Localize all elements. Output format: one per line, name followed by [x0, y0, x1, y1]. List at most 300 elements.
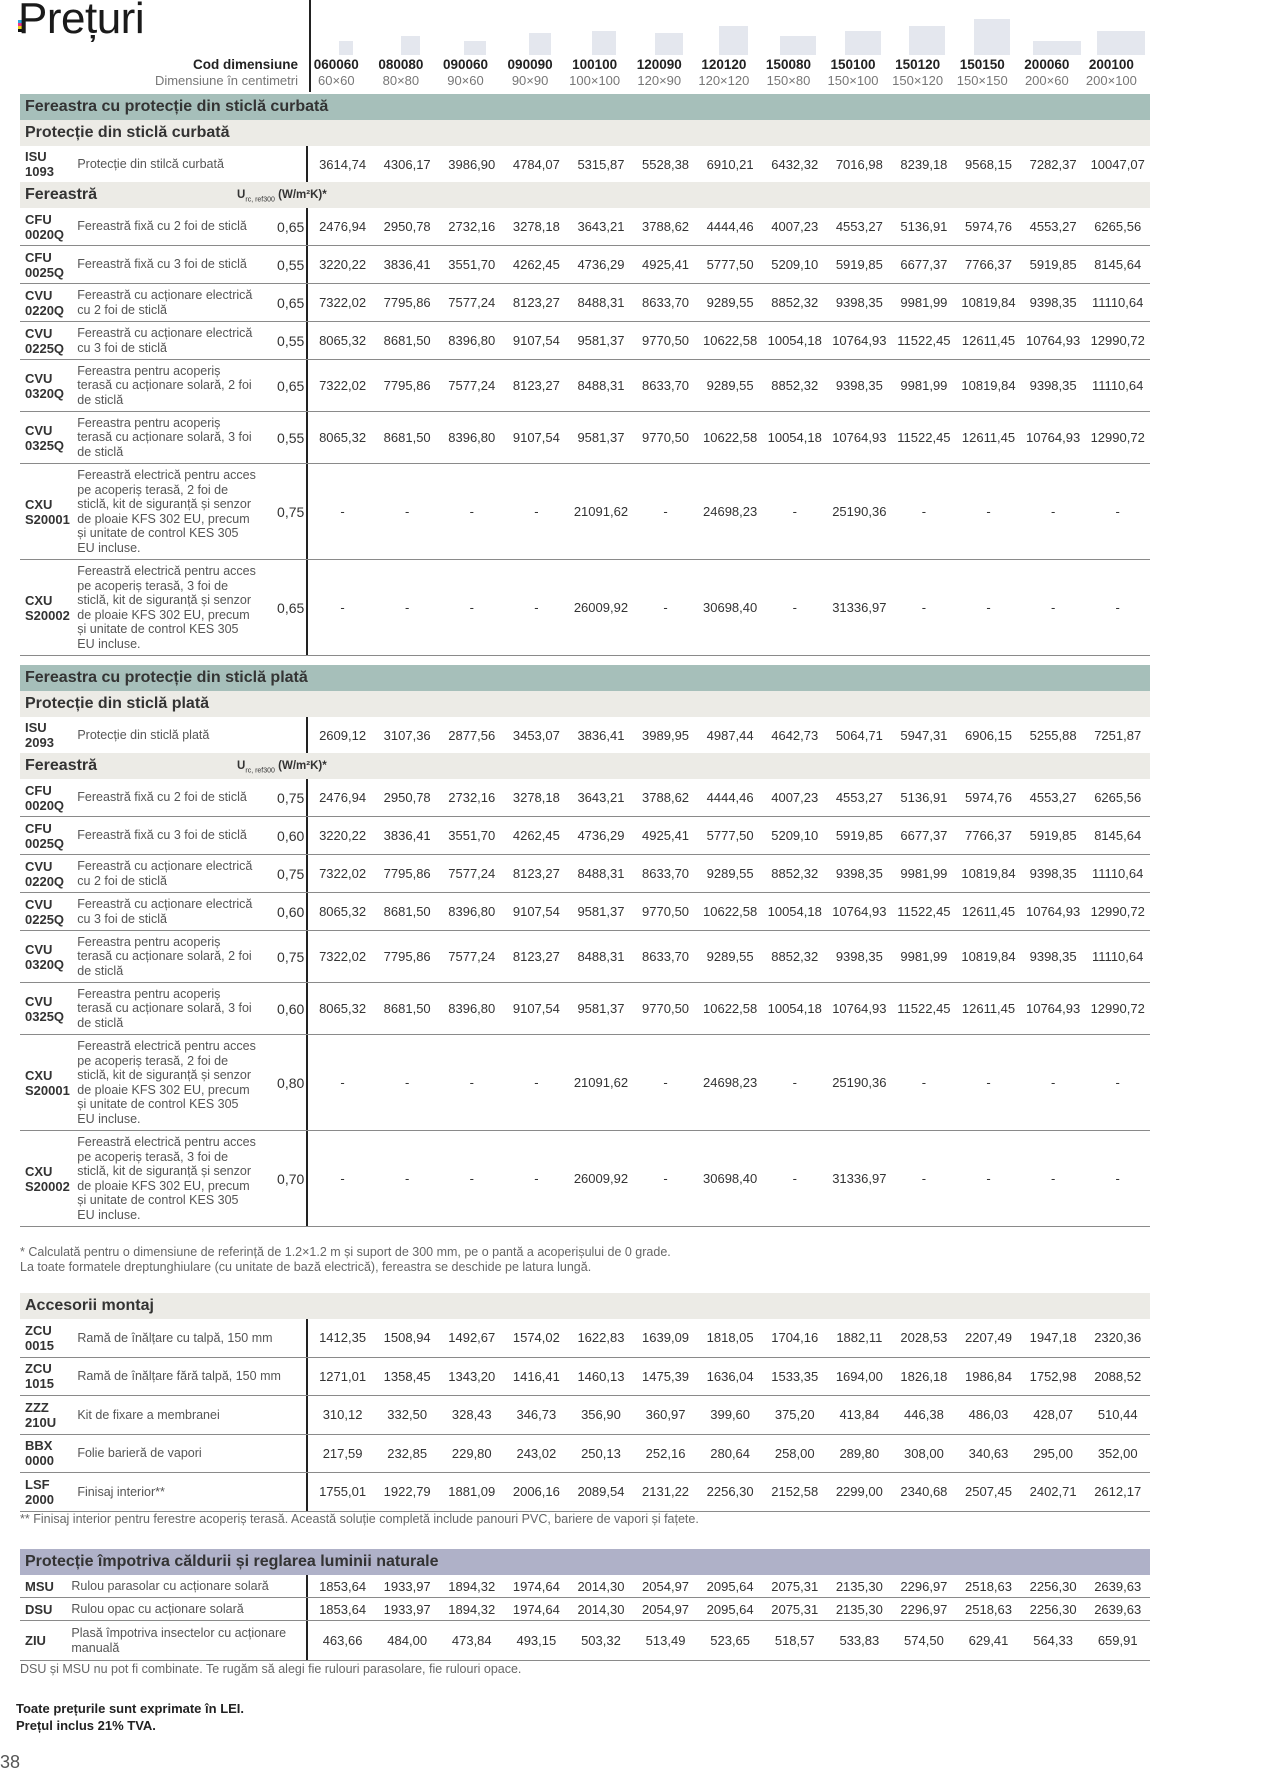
size-code: 150080 — [765, 57, 811, 72]
price-cells — [306, 412, 1150, 463]
price-cells — [306, 560, 1150, 655]
price-cell: 4007,23 — [771, 790, 819, 805]
price-cell: 1826,18 — [900, 1368, 948, 1384]
table-row — [20, 284, 1150, 322]
price-cell: - — [1050, 504, 1056, 519]
table-row — [20, 1396, 1150, 1435]
price-cell: 7577,24 — [448, 949, 496, 964]
price-cell: 9398,35 — [1029, 949, 1077, 964]
size-dimension: 120×90 — [637, 73, 682, 88]
price-cell: 252,16 — [645, 1445, 686, 1461]
price-cell: 2152,58 — [771, 1484, 819, 1500]
table-row — [20, 1358, 1150, 1397]
u-value: 0,80 — [277, 1074, 305, 1091]
price-cell: 10764,93 — [1025, 333, 1081, 348]
price-cell: 8681,50 — [383, 904, 431, 919]
price-cell: 12990,72 — [1090, 904, 1145, 919]
price-cell: 2639,63 — [1094, 1601, 1142, 1617]
table-row — [20, 1319, 1150, 1358]
price-cells — [306, 464, 1150, 559]
table-row — [20, 779, 1150, 817]
price-cell: 10764,93 — [1025, 1001, 1081, 1016]
product-code: ZCU 1015 — [25, 1361, 54, 1392]
u-value: 0,60 — [277, 1000, 305, 1017]
subsection-title-flat-window — [20, 753, 1150, 779]
price-cell: 10054,18 — [767, 333, 822, 348]
price-cell: 11522,45 — [897, 430, 951, 445]
table-row — [20, 246, 1150, 284]
price-cell: 4444,46 — [706, 219, 754, 234]
product-code: CVU 0325Q — [25, 422, 65, 453]
price-cell: 3278,18 — [512, 219, 560, 234]
table-row — [20, 1131, 1150, 1227]
price-cell: 1752,98 — [1029, 1368, 1077, 1384]
price-cell: 10622,58 — [703, 333, 758, 348]
price-cell: 7251,87 — [1094, 727, 1142, 743]
price-cells — [306, 855, 1150, 892]
product-description: Ramă de înălțare fără talpă, 150 mm — [77, 1369, 281, 1383]
table-row — [20, 1473, 1150, 1512]
product-code: CFU 0025Q — [25, 249, 65, 280]
price-cell: 8681,50 — [383, 333, 431, 348]
price-cell: 1933,97 — [383, 1601, 431, 1617]
curved-glass-section — [20, 94, 1150, 656]
price-cell: - — [340, 504, 345, 519]
price-cell: 9581,37 — [577, 1001, 625, 1016]
price-cells — [306, 246, 1150, 283]
price-cell: 7282,37 — [1029, 156, 1077, 172]
dimension-header — [20, 0, 1150, 92]
price-cell: 9107,54 — [512, 1001, 560, 1016]
table-row — [20, 322, 1150, 360]
price-cell: 3614,74 — [319, 156, 367, 172]
price-cell: - — [340, 1075, 345, 1090]
price-cell: 4925,41 — [642, 257, 690, 272]
product-description: Ramă de înălțare cu talpă, 150 mm — [77, 1330, 273, 1345]
price-cell: 3107,36 — [383, 727, 431, 743]
price-cell: 308,00 — [904, 1445, 944, 1461]
size-code: 090090 — [507, 57, 553, 72]
price-cell: 8681,50 — [383, 1001, 431, 1016]
table-row — [20, 560, 1150, 656]
price-cell: 9581,37 — [577, 904, 625, 919]
price-cell: - — [405, 1171, 410, 1186]
price-cell: 486,03 — [968, 1407, 1009, 1423]
price-cell: 1986,84 — [965, 1368, 1013, 1384]
price-cell: 258,00 — [774, 1445, 815, 1461]
price-cell: 8145,64 — [1094, 257, 1142, 272]
product-code: CVU 0220Q — [25, 287, 65, 318]
window-heading: Fereastră — [25, 186, 98, 203]
price-cell: 1271,01 — [319, 1368, 367, 1384]
product-code: CVU 0320Q — [25, 370, 65, 401]
product-code: MSU — [25, 1578, 54, 1594]
price-cell: 1460,13 — [577, 1368, 625, 1384]
price-cell: 8396,80 — [448, 904, 496, 919]
product-description: Rulou opac cu acționare solară — [71, 1601, 244, 1616]
price-cell: - — [405, 504, 410, 519]
product-description: Fereastră cu acționare electrică cu 2 foi de sticlă — [77, 859, 253, 888]
price-cell: 4553,27 — [835, 219, 883, 234]
price-cell: 8396,80 — [448, 430, 496, 445]
price-cell: 8396,80 — [448, 333, 496, 348]
price-cell: 1894,32 — [448, 1578, 496, 1594]
price-cell: 2006,16 — [512, 1484, 560, 1500]
price-cells — [306, 1435, 1150, 1473]
price-cell: - — [1115, 504, 1120, 519]
price-cell: - — [405, 1075, 410, 1090]
price-cell: 11110,64 — [1092, 866, 1144, 881]
size-dimension: 200×60 — [1024, 73, 1069, 88]
price-cell: 328,43 — [451, 1407, 492, 1423]
u-value: 0,75 — [277, 948, 305, 965]
price-cell: - — [1115, 1075, 1120, 1090]
price-cell: 564,33 — [1033, 1633, 1073, 1648]
price-cell: 7577,24 — [448, 295, 496, 310]
price-cell: 4642,73 — [771, 727, 819, 743]
size-dimension: 90×60 — [447, 73, 484, 88]
product-code: CVU 0325Q — [25, 993, 65, 1024]
price-cell: 2299,00 — [835, 1484, 883, 1500]
price-cell: 8633,70 — [642, 949, 690, 964]
price-cell: 1492,67 — [448, 1330, 496, 1346]
price-cell: 6432,32 — [771, 156, 819, 172]
price-cell: 346,73 — [516, 1407, 557, 1423]
price-cell: 8065,32 — [319, 333, 367, 348]
price-cell: 7577,24 — [448, 866, 496, 881]
footnote-blinds: DSU și MSU nu pot fi combinate. Te rugăm să alegi fie rulouri parasolare, fie rulouri opace. — [20, 1662, 522, 1676]
price-cell: 5255,88 — [1029, 727, 1077, 743]
price-cells — [306, 1621, 1150, 1660]
size-dimension: 150×100 — [827, 73, 879, 88]
price-cell: 510,44 — [1097, 1407, 1138, 1423]
price-cell: 10819,84 — [961, 295, 1016, 310]
price-cell: 1933,97 — [383, 1578, 431, 1594]
price-cell: 8123,27 — [512, 295, 560, 310]
price-cell: 3220,22 — [319, 828, 367, 843]
price-cell: 8396,80 — [448, 1001, 496, 1016]
u-value: 0,65 — [277, 377, 305, 394]
price-cell: 4736,29 — [577, 257, 625, 272]
table-row — [20, 1575, 1150, 1598]
price-cell: 2131,22 — [642, 1484, 690, 1500]
price-cell: 4987,44 — [706, 727, 754, 743]
u-value: 0,75 — [277, 503, 305, 520]
price-cell: 30698,40 — [703, 600, 758, 615]
price-cell: 9289,55 — [706, 378, 754, 393]
price-cell: 2088,52 — [1094, 1368, 1142, 1384]
price-cell: 2256,30 — [706, 1484, 754, 1500]
price-cell: 5919,85 — [835, 257, 883, 272]
price-cells — [306, 322, 1150, 359]
price-cell: 9770,50 — [642, 430, 690, 445]
size-dimension: 200×100 — [1085, 73, 1137, 88]
price-cell: - — [663, 1171, 668, 1186]
price-cell: 7016,98 — [835, 156, 883, 172]
product-description: Fereastra pentru acoperiș terasă cu acționare solară, 3 foi de sticlă — [77, 986, 252, 1030]
size-code: 080080 — [378, 57, 424, 72]
price-cell: 473,84 — [451, 1633, 492, 1648]
price-cell: 4925,41 — [642, 828, 690, 843]
price-cell: 1922,79 — [383, 1484, 431, 1500]
price-cell: 8633,70 — [642, 378, 690, 393]
price-cell: 8488,31 — [577, 295, 625, 310]
price-cell: 2732,16 — [448, 790, 496, 805]
price-cell: 9398,35 — [1029, 295, 1077, 310]
price-cell: 1974,64 — [512, 1601, 560, 1617]
table-row — [20, 208, 1150, 246]
u-value: 0,55 — [277, 256, 305, 273]
price-cell: 1475,39 — [642, 1368, 690, 1384]
product-description: Fereastră fixă cu 3 foi de sticlă — [77, 828, 247, 843]
price-cell: - — [921, 1171, 927, 1186]
price-cell: 1694,00 — [835, 1368, 883, 1384]
price-cell: 9398,35 — [1029, 378, 1077, 393]
product-description: Fereastră cu acționare electrică cu 2 foi de sticlă — [77, 288, 253, 317]
size-dimension: 60×60 — [318, 73, 355, 88]
price-cell: 10764,93 — [832, 1001, 887, 1016]
price-cell: 3986,90 — [448, 156, 496, 172]
price-cell: - — [663, 1075, 668, 1090]
price-cell: 2732,16 — [448, 219, 496, 234]
table-row — [20, 1598, 1150, 1621]
window-heading: Fereastră — [25, 757, 98, 774]
price-cell: 8852,32 — [771, 866, 819, 881]
price-cell: 2950,78 — [383, 219, 431, 234]
price-cell: 26009,92 — [573, 1171, 629, 1186]
price-cell: 1881,09 — [448, 1484, 496, 1500]
price-cell: 9568,15 — [965, 156, 1013, 172]
price-cell: - — [469, 1171, 474, 1186]
price-cell: 1894,32 — [448, 1601, 496, 1617]
table-row — [20, 1435, 1150, 1474]
price-cell: 8145,64 — [1094, 828, 1142, 843]
price-cell: 3836,41 — [383, 828, 431, 843]
price-cell: 5315,87 — [577, 156, 625, 172]
price-cells — [306, 1035, 1150, 1130]
price-cell: 25190,36 — [832, 1075, 887, 1090]
price-cell: 6265,56 — [1094, 790, 1142, 805]
price-cell: 232,85 — [387, 1445, 428, 1461]
price-cell: 9581,37 — [577, 333, 625, 348]
price-cell: 1947,18 — [1029, 1330, 1077, 1346]
price-cell: 2207,49 — [965, 1330, 1013, 1346]
price-cell: 10054,18 — [767, 430, 822, 445]
product-description: Fereastră electrică pentru acces pe acoperiș terasă, 2 foi de sticlă, kit de siguranță și senzor de ploaie KFS 302 EU, precum și unitate de control KES 305 EU incluse. — [77, 468, 256, 555]
price-cell: 1343,20 — [448, 1368, 496, 1384]
size-code: 120120 — [701, 57, 747, 72]
price-cell: 3551,70 — [448, 828, 496, 843]
product-description: Fereastra pentru acoperiș terasă cu acționare solară, 3 foi de sticlă — [77, 415, 252, 459]
price-cell: 2075,31 — [771, 1601, 819, 1617]
price-cell: 1358,45 — [383, 1368, 431, 1384]
price-cell: 3220,22 — [319, 257, 367, 272]
price-cells — [306, 360, 1150, 411]
price-cell: 4306,17 — [383, 156, 431, 172]
product-code: ZIU — [25, 1633, 46, 1648]
price-cell: 10622,58 — [703, 1001, 758, 1016]
price-cell: - — [921, 600, 927, 615]
u-value-header: $U_{rc, ref300}$ (W/m²K)* — [237, 189, 327, 204]
price-cells — [306, 1131, 1150, 1226]
price-cell: 9398,35 — [835, 378, 883, 393]
price-cell: 10047,07 — [1090, 156, 1145, 172]
price-cell: 7766,37 — [965, 828, 1013, 843]
price-cell: 7577,24 — [448, 378, 496, 393]
price-cells — [306, 1575, 1150, 1597]
price-cell: 332,50 — [387, 1407, 428, 1423]
price-cell: 523,65 — [710, 1633, 751, 1648]
u-value-header: $U_{rc, ref300}$ (W/m²K)* — [237, 760, 327, 775]
u-value: 0,75 — [277, 865, 305, 882]
price-cell: 12990,72 — [1090, 430, 1145, 445]
price-cell: 10819,84 — [961, 378, 1016, 393]
price-cell: - — [663, 600, 668, 615]
price-cell: - — [986, 1075, 991, 1090]
price-cell: 11522,45 — [897, 333, 951, 348]
price-cell: 340,63 — [968, 1445, 1009, 1461]
price-cell: 5209,10 — [771, 257, 819, 272]
price-cell: 1882,11 — [836, 1330, 883, 1346]
product-code: ZZZ 210U — [25, 1399, 57, 1430]
price-cell: 31336,97 — [832, 600, 887, 615]
price-cell: 1533,35 — [771, 1368, 819, 1384]
section-title-accessories: Accesorii montaj — [20, 1293, 1150, 1319]
price-cell: 289,80 — [839, 1445, 880, 1461]
price-cell: - — [1050, 1075, 1056, 1090]
price-cell: 2877,56 — [448, 727, 496, 743]
price-cell: 4553,27 — [1029, 219, 1077, 234]
subsection-title-curved-protection: Protecție din sticlă curbată — [20, 120, 1150, 146]
price-cell: 8123,27 — [512, 866, 560, 881]
price-cell: 413,84 — [839, 1407, 880, 1423]
price-cell: 3788,62 — [642, 790, 690, 805]
size-dimension: 120×120 — [698, 73, 750, 88]
price-cell: 428,07 — [1033, 1407, 1073, 1423]
product-description: Protecție din sticlă plată — [77, 727, 210, 742]
size-dimension: 100×100 — [569, 73, 621, 88]
price-cell: 2135,30 — [835, 1578, 883, 1594]
price-cell: 5209,10 — [771, 828, 819, 843]
product-description: Finisaj interior** — [77, 1484, 165, 1499]
price-cell: - — [792, 600, 797, 615]
price-cell: - — [792, 504, 797, 519]
price-cell: 2089,54 — [577, 1484, 625, 1500]
price-cell: 6677,37 — [900, 257, 948, 272]
size-code: 100100 — [572, 57, 618, 72]
product-description: Fereastra pentru acoperiș terasă cu acționare solară, 2 foi de sticlă — [77, 363, 252, 407]
price-cell: 8852,32 — [771, 295, 819, 310]
price-cell: - — [469, 600, 474, 615]
product-code: ISU 1093 — [25, 149, 54, 179]
price-cell: 10764,93 — [832, 333, 887, 348]
price-cell: 4262,45 — [512, 828, 560, 843]
price-cell: 446,38 — [904, 1407, 944, 1423]
product-code: CXU S20001 — [25, 496, 70, 527]
price-cell: 3278,18 — [512, 790, 560, 805]
price-cells — [306, 1598, 1150, 1620]
price-cells — [306, 1358, 1150, 1396]
price-cell: 6677,37 — [900, 828, 948, 843]
table-row — [20, 983, 1150, 1035]
price-cells — [306, 1396, 1150, 1434]
product-description: Fereastră electrică pentru acces pe acoperiș terasă, 3 foi de sticlă, kit de siguranță și senzor de ploaie KFS 302 EU, precum și unitate de control KES 305 EU incluse. — [77, 1135, 256, 1222]
price-cells — [306, 893, 1150, 930]
price-cell: - — [1115, 600, 1120, 615]
u-value: 0,65 — [277, 218, 305, 235]
price-cell: 7795,86 — [383, 866, 431, 881]
price-cell: 5777,50 — [706, 257, 754, 272]
price-cell: 295,00 — [1033, 1445, 1073, 1461]
price-cell: 7322,02 — [319, 949, 367, 964]
price-cell: 10622,58 — [703, 430, 758, 445]
price-cell: 10819,84 — [961, 949, 1016, 964]
price-cell: 1853,64 — [319, 1601, 367, 1617]
price-cell: 1755,01 — [319, 1484, 367, 1500]
price-cell: 3453,07 — [512, 727, 560, 743]
product-code: CFU 0020Q — [25, 782, 65, 813]
price-cell: 2950,78 — [383, 790, 431, 805]
price-cell: 250,13 — [581, 1445, 621, 1461]
product-code: CVU 0220Q — [25, 858, 65, 889]
price-cell: 1416,41 — [512, 1368, 560, 1384]
price-cell: 9981,99 — [900, 949, 948, 964]
price-cell: 2075,31 — [771, 1578, 819, 1594]
price-cell: 4553,27 — [1029, 790, 1077, 805]
section-title-heat: Protecție împotriva căldurii și reglarea luminii naturale — [20, 1549, 1150, 1575]
price-cell: 10054,18 — [767, 1001, 822, 1016]
size-dim-label: Dimensiune în centimetri — [154, 73, 298, 88]
table-row — [20, 412, 1150, 464]
price-cell: 463,66 — [322, 1633, 363, 1648]
price-cell: 8065,32 — [319, 1001, 367, 1016]
price-cell: 5136,91 — [900, 790, 948, 805]
price-cell: 243,02 — [516, 1445, 557, 1461]
product-code: CFU 0020Q — [25, 211, 65, 242]
price-cell: 1853,64 — [319, 1578, 367, 1594]
price-cell: - — [792, 1075, 797, 1090]
price-cell: - — [921, 1075, 927, 1090]
price-cell: 1704,16 — [771, 1330, 819, 1346]
price-cell: 26009,92 — [573, 600, 629, 615]
u-value: 0,65 — [277, 294, 305, 311]
price-cell: 8852,32 — [771, 949, 819, 964]
price-cell: 11522,45 — [897, 904, 951, 919]
u-value: 0,75 — [277, 789, 305, 806]
price-cell: 10054,18 — [767, 904, 822, 919]
price-cell: 3643,21 — [577, 219, 625, 234]
price-cell: 12990,72 — [1090, 1001, 1145, 1016]
footnote-finish: ** Finisaj interior pentru ferestre acoperiș terasă. Această soluție completă include panouri PVC, bariere de vapori și fațete. — [20, 1512, 699, 1526]
price-cell: 7795,86 — [383, 949, 431, 964]
price-cell: - — [340, 1171, 345, 1186]
price-cell: 6906,15 — [965, 727, 1013, 743]
price-cell: 9981,99 — [900, 866, 948, 881]
price-cell: 4444,46 — [706, 790, 754, 805]
price-cell: 8123,27 — [512, 378, 560, 393]
u-value: 0,55 — [277, 429, 305, 446]
product-code: BBX 0000 — [25, 1438, 54, 1469]
price-cell: 2054,97 — [642, 1601, 690, 1617]
price-cells — [306, 817, 1150, 854]
price-cell: - — [405, 600, 410, 615]
price-cell: 513,49 — [645, 1633, 686, 1648]
price-cell: 8488,31 — [577, 949, 625, 964]
product-code: CXU S20002 — [25, 1163, 70, 1194]
price-cell: - — [534, 1171, 539, 1186]
price-cell: 24698,23 — [703, 1075, 758, 1090]
table-row — [20, 717, 1150, 753]
